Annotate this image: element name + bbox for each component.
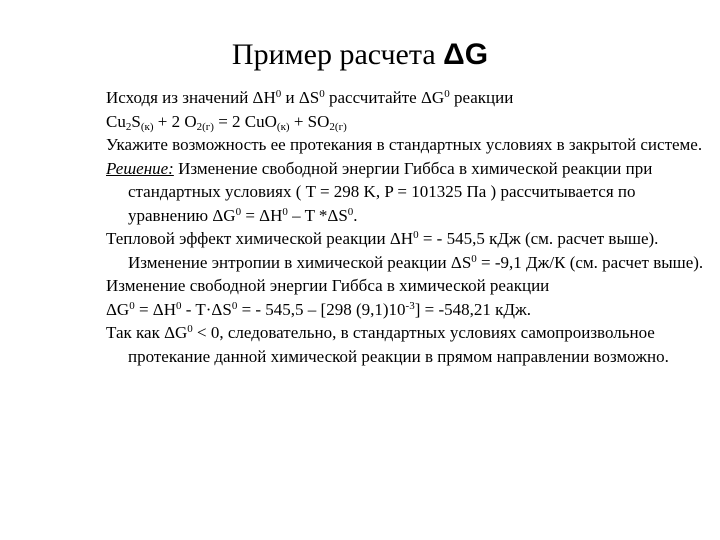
task-question <box>106 133 706 157</box>
text-run: – T *ΔS <box>287 205 348 225</box>
conclusion-paragraph <box>106 321 706 368</box>
text-run: ΔG <box>106 299 130 319</box>
text-run: Укажите возможность ее протекания в стандартных условиях в закрытой системе. <box>106 135 703 154</box>
text-run: = ΔH <box>241 205 283 225</box>
superscript: 0 <box>275 88 282 100</box>
text-run: = 2 CuO <box>213 111 277 131</box>
superscript: 0 <box>444 88 450 100</box>
text-run: = -9,1 Дж/К (см. расчет выше). <box>476 252 704 272</box>
superscript: 0 <box>176 299 182 312</box>
text-run: Тепловой эффект химической реакции ΔH <box>106 229 414 248</box>
superscript: 0 <box>413 229 419 241</box>
slide-title <box>0 36 720 74</box>
text-run: S <box>131 111 141 131</box>
superscript: 0 <box>129 299 135 312</box>
task-line <box>106 86 706 110</box>
gibbs-heading-line <box>106 274 706 298</box>
reaction-equation <box>106 110 706 134</box>
text-run: Cu <box>106 111 126 131</box>
solution-label: Решение: <box>106 158 174 178</box>
superscript: -3 <box>405 299 415 312</box>
text-run: Так как ΔG <box>106 323 188 342</box>
text-run: Изменение свободной энергии Гиббса в химической реакции при стандартных условиях ( T = 298 K, P = 101325 Па ) рассчитывается по уравнению ΔG <box>128 158 653 225</box>
text-run: Исходя из значений ΔH <box>106 88 276 107</box>
superscript: 0 <box>319 88 325 100</box>
subscript: (к) <box>276 120 290 133</box>
slide-title-symbol: ΔG <box>443 38 489 71</box>
text-run: < 0, следовательно, в стандартных условиях самопроизвольное протекание данной химической реакции в прямом направлении возможно. <box>128 323 669 366</box>
subscript: 2(г) <box>196 120 214 133</box>
superscript: 0 <box>282 205 288 218</box>
text-run: и ΔS <box>281 88 320 107</box>
text-run: + SO <box>289 111 330 131</box>
superscript: 0 <box>231 299 238 312</box>
gibbs-calculation <box>106 298 706 322</box>
text-run: + 2 O <box>153 111 197 131</box>
superscript: 0 <box>235 205 242 218</box>
solution-paragraph <box>106 157 706 228</box>
text-run: ] = -548,21 кДж. <box>414 299 531 319</box>
text-run: = ΔH <box>134 299 177 319</box>
text-run: . <box>353 205 358 225</box>
subscript: (к) <box>140 120 154 133</box>
enthalpy-entropy-paragraph <box>106 227 706 274</box>
superscript: 0 <box>471 252 477 265</box>
text-run: - T·ΔS <box>181 299 232 319</box>
subscript: 2 <box>125 120 132 133</box>
subscript: 2(г) <box>329 120 347 133</box>
text-run: Изменение свободной энергии Гиббса в химической реакции <box>106 276 550 295</box>
text-run: реакции <box>449 88 514 107</box>
superscript: 0 <box>347 205 354 218</box>
superscript: 0 <box>187 323 193 335</box>
text-run: = - 545,5 – [298 (9,1)10 <box>237 299 406 319</box>
slide-body <box>106 86 706 368</box>
slide-title-text: Пример расчета <box>231 38 444 71</box>
text-run: = - 545,5 кДж (см. расчет выше). Изменение энтропии в химической реакции ΔS <box>128 229 659 272</box>
text-run: рассчитайте ΔG <box>324 88 445 107</box>
